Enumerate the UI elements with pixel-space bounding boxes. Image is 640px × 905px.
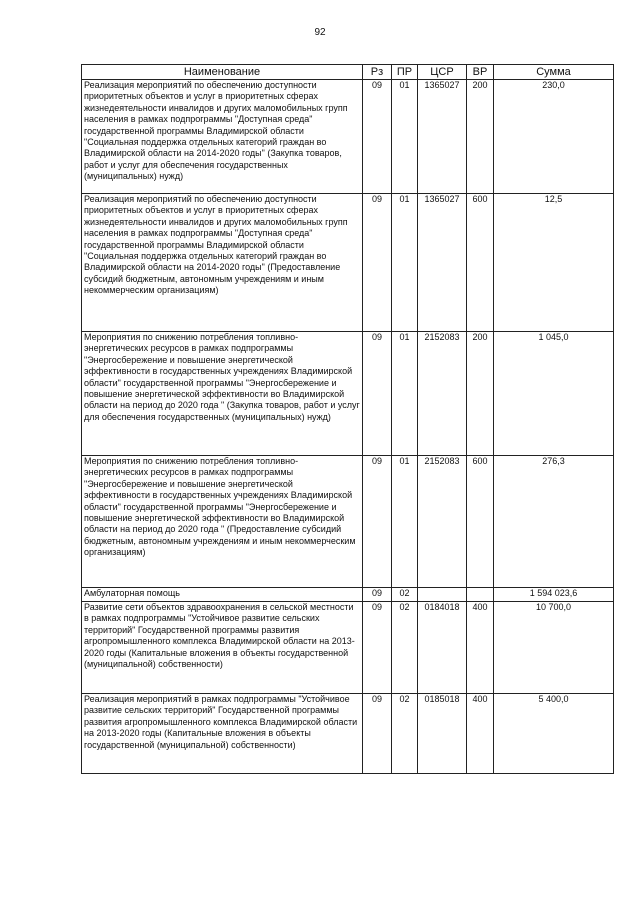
cell-pr: 02 <box>392 588 418 602</box>
cell-vr: 200 <box>467 80 494 194</box>
cell-pr: 01 <box>392 332 418 456</box>
cell-name: Амбулаторная помощь <box>82 588 363 602</box>
cell-rz: 09 <box>363 80 392 194</box>
cell-csr: 0185018 <box>418 694 467 774</box>
column-header-sum: Сумма <box>494 65 614 80</box>
cell-pr: 02 <box>392 602 418 694</box>
cell-vr: 600 <box>467 194 494 332</box>
cell-csr: 2152083 <box>418 456 467 588</box>
column-header-name: Наименование <box>82 65 363 80</box>
cell-rz: 09 <box>363 694 392 774</box>
cell-vr: 200 <box>467 332 494 456</box>
cell-name: Мероприятия по снижению потребления топливно-энергетических ресурсов в рамках подпрограммы "Энергосбережение и повышение энергетической эффективности в государственных учреждениях Владимирской области" государственной программы "Энергосбережение и повышение энергетической эффективности во Владимирской области на период до 2020 года " (Закупка товаров, работ и услуг для обеспечения государственных (муниципальных) нужд) <box>82 332 363 456</box>
cell-pr: 01 <box>392 194 418 332</box>
table-row <box>82 588 614 602</box>
cell-rz: 09 <box>363 602 392 694</box>
table-row <box>82 456 614 588</box>
cell-sum: 230,0 <box>494 80 614 194</box>
cell-sum: 12,5 <box>494 194 614 332</box>
table-row <box>82 194 614 332</box>
column-header-rz: Рз <box>363 65 392 80</box>
cell-sum: 1 594 023,6 <box>494 588 614 602</box>
cell-vr: 400 <box>467 694 494 774</box>
cell-vr <box>467 588 494 602</box>
cell-csr: 0184018 <box>418 602 467 694</box>
cell-name: Реализация мероприятий по обеспечению доступности приоритетных объектов и услуг в приоритетных сферах жизнедеятельности инвалидов и других маломобильных групп населения в рамках подпрограммы "Доступная среда" государственной программы Владимирской области "Социальная поддержка отдельных категорий граждан во Владимирской области на 2014-2020 годы" (Закупка товаров, работ и услуг для обеспечения государственных (муниципальных) нужд) <box>82 80 363 194</box>
cell-rz: 09 <box>363 588 392 602</box>
cell-vr: 400 <box>467 602 494 694</box>
cell-rz: 09 <box>363 332 392 456</box>
cell-name: Мероприятия по снижению потребления топливно-энергетических ресурсов в рамках подпрограммы "Энергосбережение и повышение энергетической эффективности в государственных учреждениях Владимирской области" государственной программы "Энергосбережение и повышение энергетической эффективности во Владимирской области на период до 2020 года " (Предоставление субсидий бюджетным, автономным учреждениям и иным некоммерческим организациям) <box>82 456 363 588</box>
cell-csr: 1365027 <box>418 80 467 194</box>
table-row <box>82 694 614 774</box>
cell-sum: 5 400,0 <box>494 694 614 774</box>
page-number: 92 <box>314 27 326 38</box>
column-header-vr: ВР <box>467 65 494 80</box>
table-row <box>82 602 614 694</box>
cell-sum: 10 700,0 <box>494 602 614 694</box>
budget-table <box>81 64 614 774</box>
column-header-pr: ПР <box>392 65 418 80</box>
cell-csr: 1365027 <box>418 194 467 332</box>
cell-rz: 09 <box>363 194 392 332</box>
cell-pr: 01 <box>392 456 418 588</box>
cell-name: Развитие сети объектов здравоохранения в сельской местности в рамках подпрограммы "Устойчивое развитие сельских территорий" Государственной программы развития агропромышленного комплекса Владимирской области на 2013-2020 годы (Капитальные вложения в объекты государственной (муниципальной) собственности) <box>82 602 363 694</box>
cell-sum: 1 045,0 <box>494 332 614 456</box>
table-header-row <box>82 65 614 80</box>
cell-vr: 600 <box>467 456 494 588</box>
cell-pr: 01 <box>392 80 418 194</box>
table-row <box>82 332 614 456</box>
cell-csr: 2152083 <box>418 332 467 456</box>
cell-name: Реализация мероприятий в рамках подпрограммы "Устойчивое развитие сельских территорий" Государственной программы развития агропромышленного комплекса Владимирской области на 2013-2020 годы (Капитальные вложения в объекты государственной (муниципальной) собственности) <box>82 694 363 774</box>
column-header-csr: ЦСР <box>418 65 467 80</box>
cell-rz: 09 <box>363 456 392 588</box>
table-row <box>82 80 614 194</box>
cell-sum: 276,3 <box>494 456 614 588</box>
cell-csr <box>418 588 467 602</box>
cell-name: Реализация мероприятий по обеспечению доступности приоритетных объектов и услуг в приоритетных сферах жизнедеятельности инвалидов и других маломобильных групп населения в рамках подпрограммы "Доступная среда" государственной программы Владимирской области "Социальная поддержка отдельных категорий граждан во Владимирской области на 2014-2020 годы" (Предоставление субсидий бюджетным, автономным учреждениям и иным некоммерческим организациям) <box>82 194 363 332</box>
cell-pr: 02 <box>392 694 418 774</box>
